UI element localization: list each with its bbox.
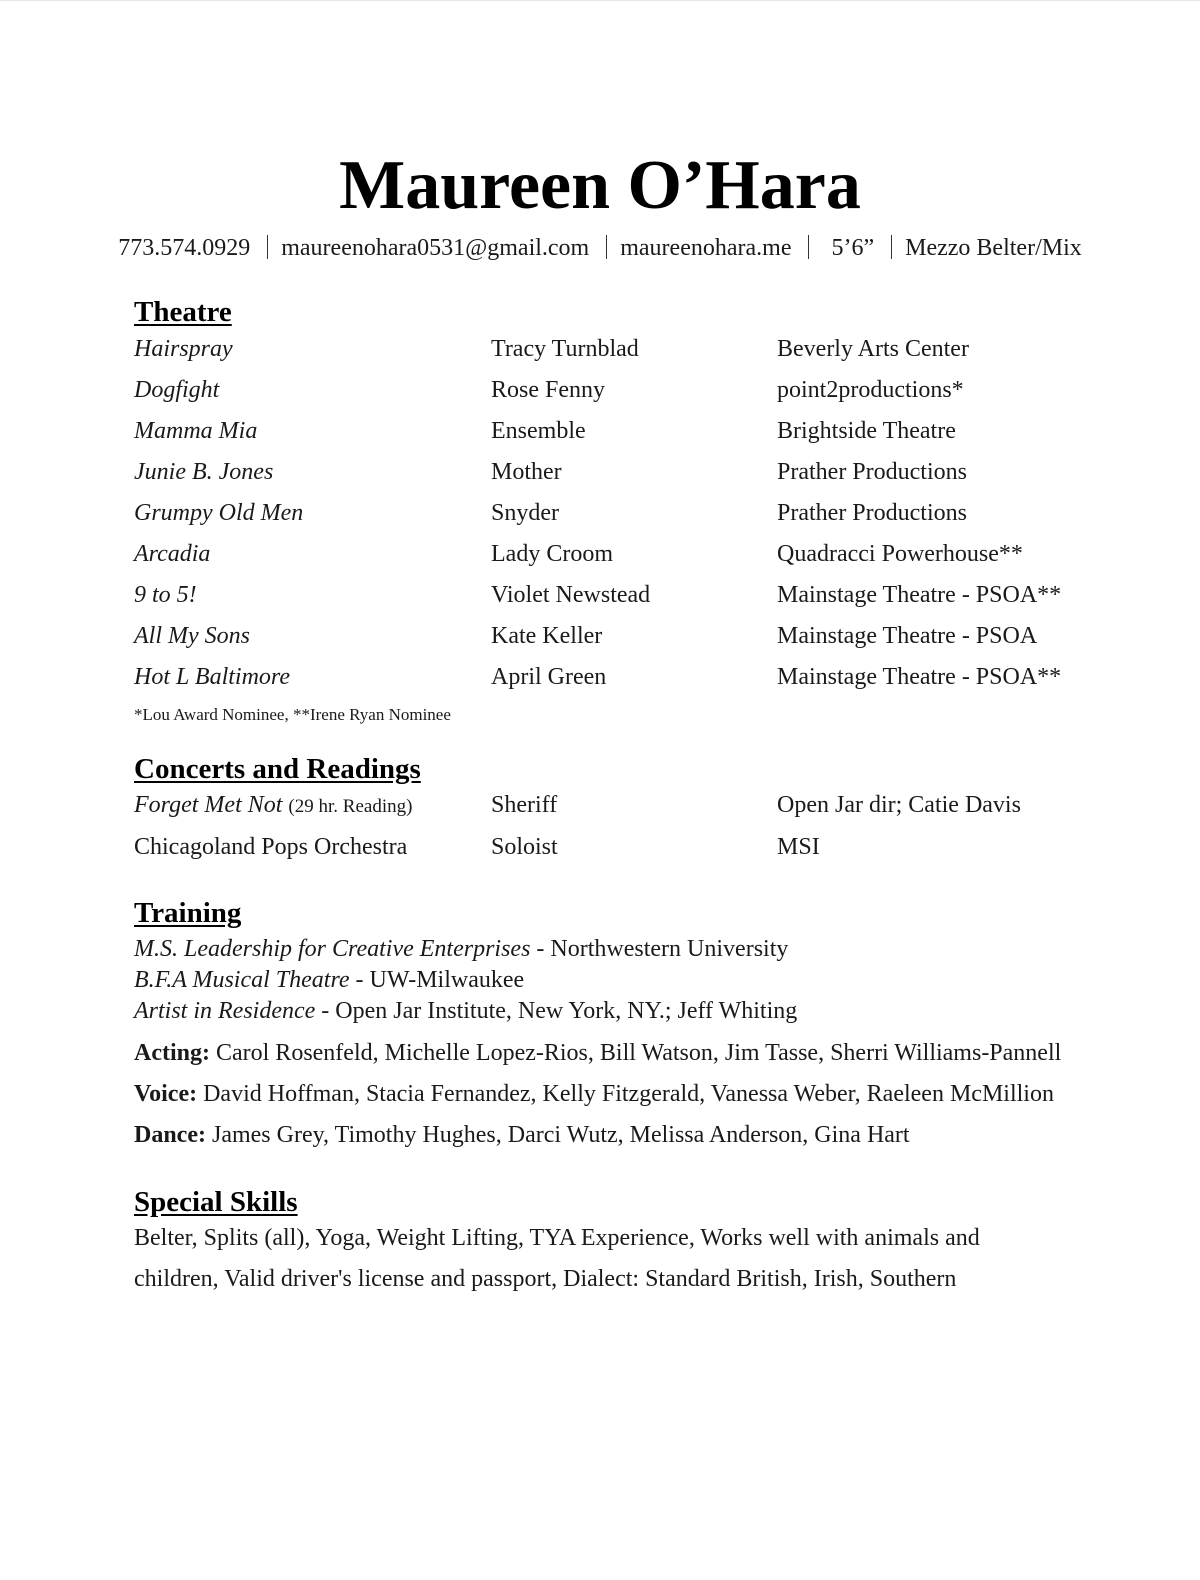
teacher-names: James Grey, Timothy Hughes, Darci Wutz, Melissa Anderson, Gina Hart xyxy=(205,1122,910,1148)
role: Soloist xyxy=(491,834,558,860)
contact-divider xyxy=(267,235,268,259)
phone-number: 773.574.0929 xyxy=(118,235,251,261)
degree-program: Artist in Residence xyxy=(134,998,316,1024)
show-title: Arcadia xyxy=(134,541,211,567)
role: Ensemble xyxy=(491,418,586,444)
degree-line xyxy=(134,934,788,964)
teacher-label: Voice: xyxy=(134,1081,198,1107)
show-title: Chicagoland Pops Orchestra xyxy=(134,834,408,860)
degree-institution: - Open Jar Institute, New York, NY.; Jeff Whiting xyxy=(315,998,798,1024)
degree-program: B.F.A Musical Theatre xyxy=(134,967,350,993)
venue: Mainstage Theatre - PSOA** xyxy=(777,664,1062,690)
role: Violet Newstead xyxy=(491,582,651,608)
theatre-row xyxy=(0,498,1200,528)
show-title: Junie B. Jones xyxy=(134,459,274,485)
teacher-names: Carol Rosenfeld, Michelle Lopez-Rios, Bill Watson, Jim Tasse, Sherri Williams-Pannell xyxy=(209,1040,1062,1066)
show-title: All My Sons xyxy=(134,623,250,649)
venue: Prather Productions xyxy=(777,500,967,526)
show-title: Dogfight xyxy=(134,377,220,403)
role: Kate Keller xyxy=(491,623,603,649)
theatre-row xyxy=(0,334,1200,364)
degree-program: M.S. Leadership for Creative Enterprises xyxy=(134,936,531,962)
venue: point2productions* xyxy=(777,377,964,403)
theatre-heading: Theatre xyxy=(134,296,232,328)
contact-divider xyxy=(808,235,809,259)
role: Tracy Turnblad xyxy=(491,336,639,362)
venue: Mainstage Theatre - PSOA** xyxy=(777,582,1062,608)
degree-line xyxy=(134,996,797,1026)
show-title: Grumpy Old Men xyxy=(134,500,304,526)
show-title: 9 to 5! xyxy=(134,582,197,608)
role: Rose Fenny xyxy=(491,377,605,403)
theatre-row xyxy=(0,539,1200,569)
teacher-line xyxy=(134,1120,910,1150)
concerts-heading: Concerts and Readings xyxy=(134,753,421,785)
teacher-label: Acting: xyxy=(134,1040,210,1066)
resume-name: Maureen O’Hara xyxy=(339,147,861,224)
theatre-row xyxy=(0,662,1200,692)
concert-row xyxy=(0,832,1200,862)
voice-type: Mezzo Belter/Mix xyxy=(905,235,1082,261)
role: Mother xyxy=(491,459,562,485)
show-title: Forget Met Not xyxy=(134,792,283,818)
venue: Brightside Theatre xyxy=(777,418,956,444)
degree-institution: - UW-Milwaukee xyxy=(349,967,525,993)
degree-institution: - Northwestern University xyxy=(530,936,789,962)
contact-line xyxy=(0,233,1200,263)
role: Sheriff xyxy=(491,792,558,818)
venue: Quadracci Powerhouse** xyxy=(777,541,1023,567)
degree-line xyxy=(134,965,524,995)
teacher-line xyxy=(134,1079,1054,1109)
role: Snyder xyxy=(491,500,559,526)
show-title: Hairspray xyxy=(134,336,233,362)
role: April Green xyxy=(491,664,607,690)
skills-line: Belter, Splits (all), Yoga, Weight Lifting, TYA Experience, Works well with animals and xyxy=(134,1225,980,1251)
theatre-row xyxy=(0,580,1200,610)
height: 5’6” xyxy=(831,235,875,261)
theatre-row xyxy=(0,416,1200,446)
teacher-names: David Hoffman, Stacia Fernandez, Kelly Fitzgerald, Vanessa Weber, Raeleen McMillion xyxy=(197,1081,1054,1107)
contact-divider xyxy=(891,235,892,259)
theatre-footnote: *Lou Award Nominee, **Irene Ryan Nominee xyxy=(134,705,451,724)
theatre-row xyxy=(0,457,1200,487)
contact-divider xyxy=(606,235,607,259)
venue: Prather Productions xyxy=(777,459,967,485)
website: maureenohara.me xyxy=(620,235,792,261)
show-title: Hot L Baltimore xyxy=(134,664,291,690)
venue: Mainstage Theatre - PSOA xyxy=(777,623,1038,649)
skills-line: children, Valid driver's license and passport, Dialect: Standard British, Irish, Southern xyxy=(134,1266,957,1292)
show-note: (29 hr. Reading) xyxy=(288,796,413,817)
training-heading: Training xyxy=(134,897,242,929)
venue: Beverly Arts Center xyxy=(777,336,969,362)
venue: MSI xyxy=(777,834,820,860)
show-title: Mamma Mia xyxy=(134,418,258,444)
teacher-label: Dance: xyxy=(134,1122,206,1148)
email-address: maureenohara0531@gmail.com xyxy=(281,235,590,261)
theatre-row xyxy=(0,375,1200,405)
teacher-line xyxy=(134,1038,1061,1068)
role: Lady Croom xyxy=(491,541,613,567)
theatre-row xyxy=(0,621,1200,651)
venue: Open Jar dir; Catie Davis xyxy=(777,792,1021,818)
concert-title xyxy=(134,790,412,822)
skills-heading: Special Skills xyxy=(134,1186,298,1218)
concert-row xyxy=(0,790,1200,820)
